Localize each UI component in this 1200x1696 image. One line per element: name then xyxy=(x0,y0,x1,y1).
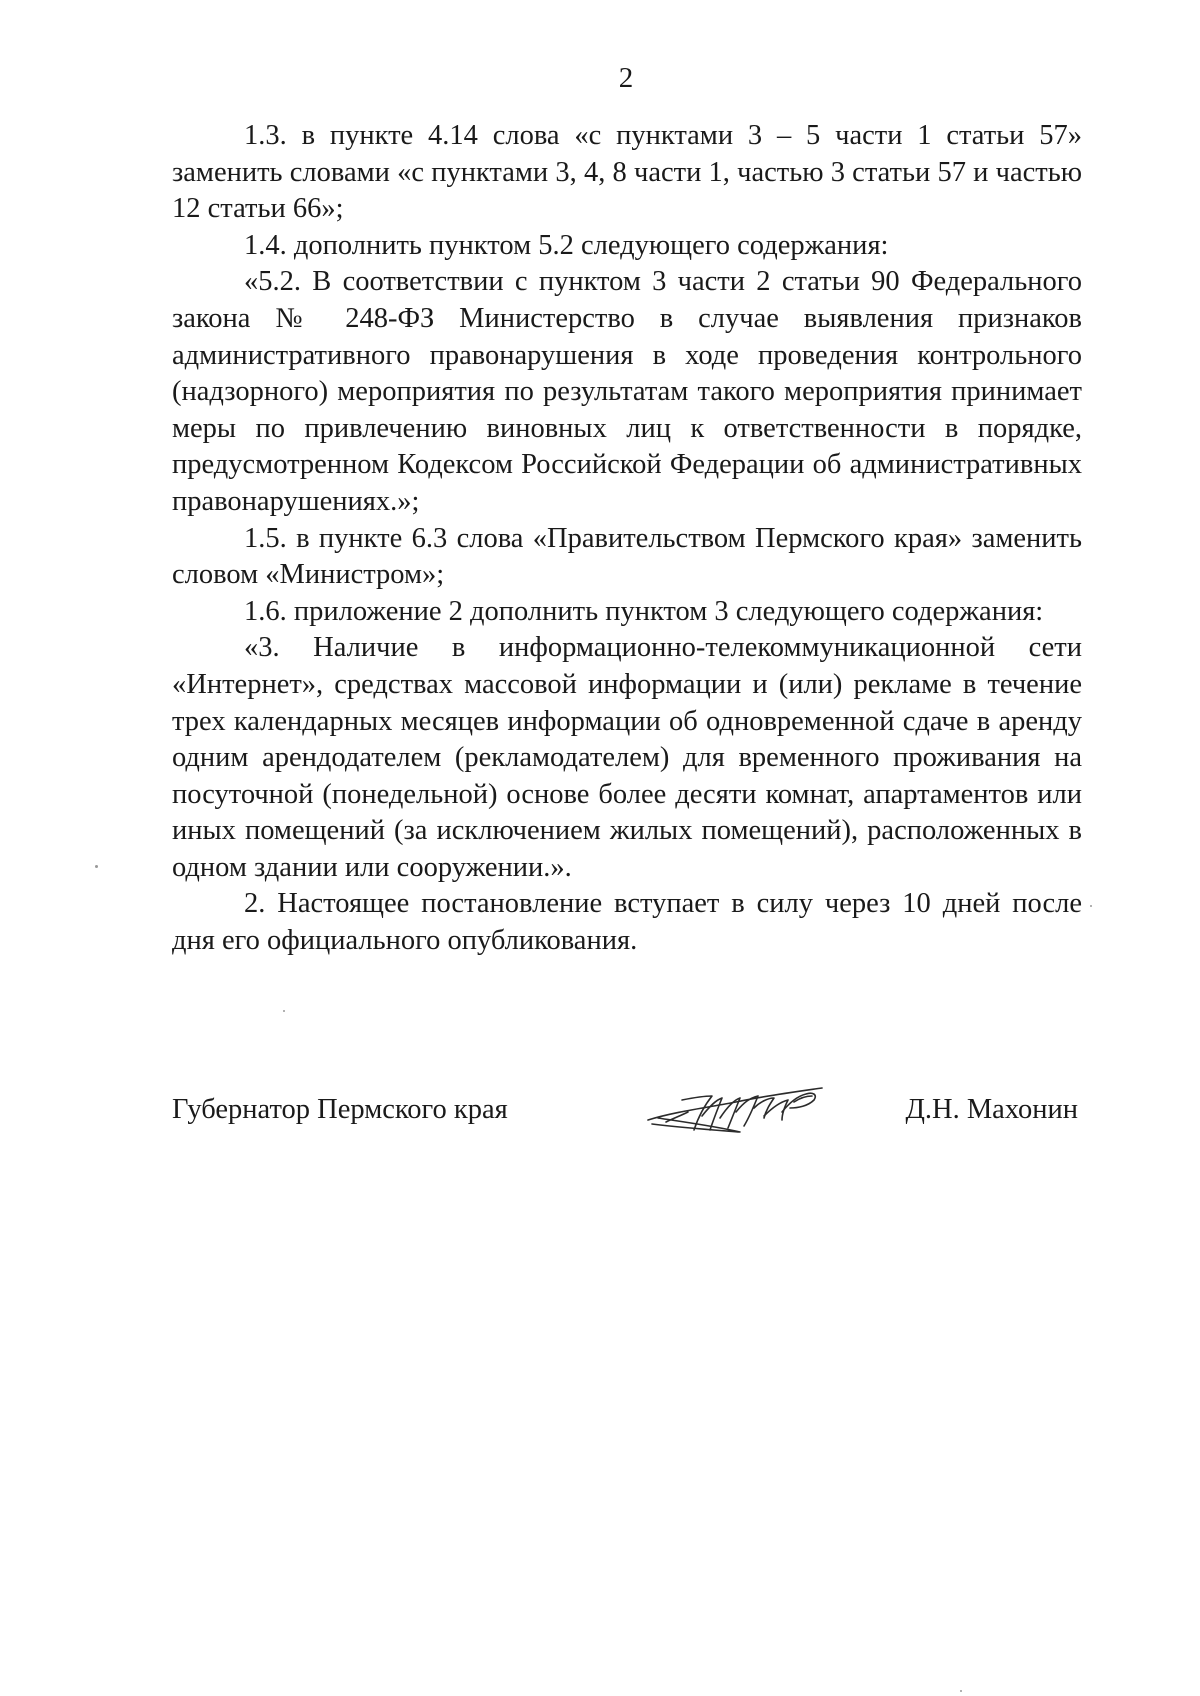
paragraph-1-6: 1.6. приложение 2 дополнить пунктом 3 следующего содержания: xyxy=(244,595,1044,627)
handwritten-signature xyxy=(644,1072,834,1152)
paragraph-1-3: 1.3. в пункте 4.14 слова «с пунктами 3 – 5 части 1 статьи 57» заменить словами «с пунктами 3, 4, 8 части 1, частью 3 статьи 57 и частью 12 статьи 66»; xyxy=(172,120,1082,225)
signature-block xyxy=(172,1094,1078,1154)
page-number: 2 xyxy=(618,62,634,94)
paragraph-3-quote: «3. Наличие в информационно-телекоммуникационной сети «Интернет», средствах массовой информации и (или) рекламе в течение трех календарных месяцев информации об одновременной сдаче в аренду одним арендодателем (рекламодателем) для временного проживания на посуточной (понедельной) основе более десяти комнат, апартаментов или иных помещений (за исключением жилых помещений), расположенных в одном здании или сооружении.». xyxy=(172,632,1082,883)
scan-speck xyxy=(95,865,98,868)
signatory-title: Губернатор Пермского края xyxy=(172,1094,508,1125)
paragraph-2: 2. Настоящее постановление вступает в силу через 10 дней после дня его официального опубликования. xyxy=(172,888,1082,957)
paragraph-1-4: 1.4. дополнить пунктом 5.2 следующего содержания: xyxy=(244,229,889,261)
scan-speck xyxy=(1090,905,1092,907)
signatory-name: Д.Н. Махонин xyxy=(905,1094,1078,1125)
paragraph-1-5: 1.5. в пункте 6.3 слова «Правительством Пермского края» заменить словом «Министром»; xyxy=(172,522,1082,591)
scan-speck xyxy=(283,1010,285,1012)
paragraph-5-2-quote: «5.2. В соответствии с пунктом 3 части 2 статьи 90 Федерального закона № 248-ФЗ Министерство в случае выявления признаков административного правонарушения в ходе проведения контрольного (надзорного) мероприятия по результатам такого мероприятия принимает меры по привлечению виновных лиц к ответственности в порядке, предусмотренном Кодексом Российской Федерации об административных правонарушениях.»; xyxy=(172,266,1082,517)
scan-speck xyxy=(960,1690,962,1692)
document-body xyxy=(172,118,1082,960)
